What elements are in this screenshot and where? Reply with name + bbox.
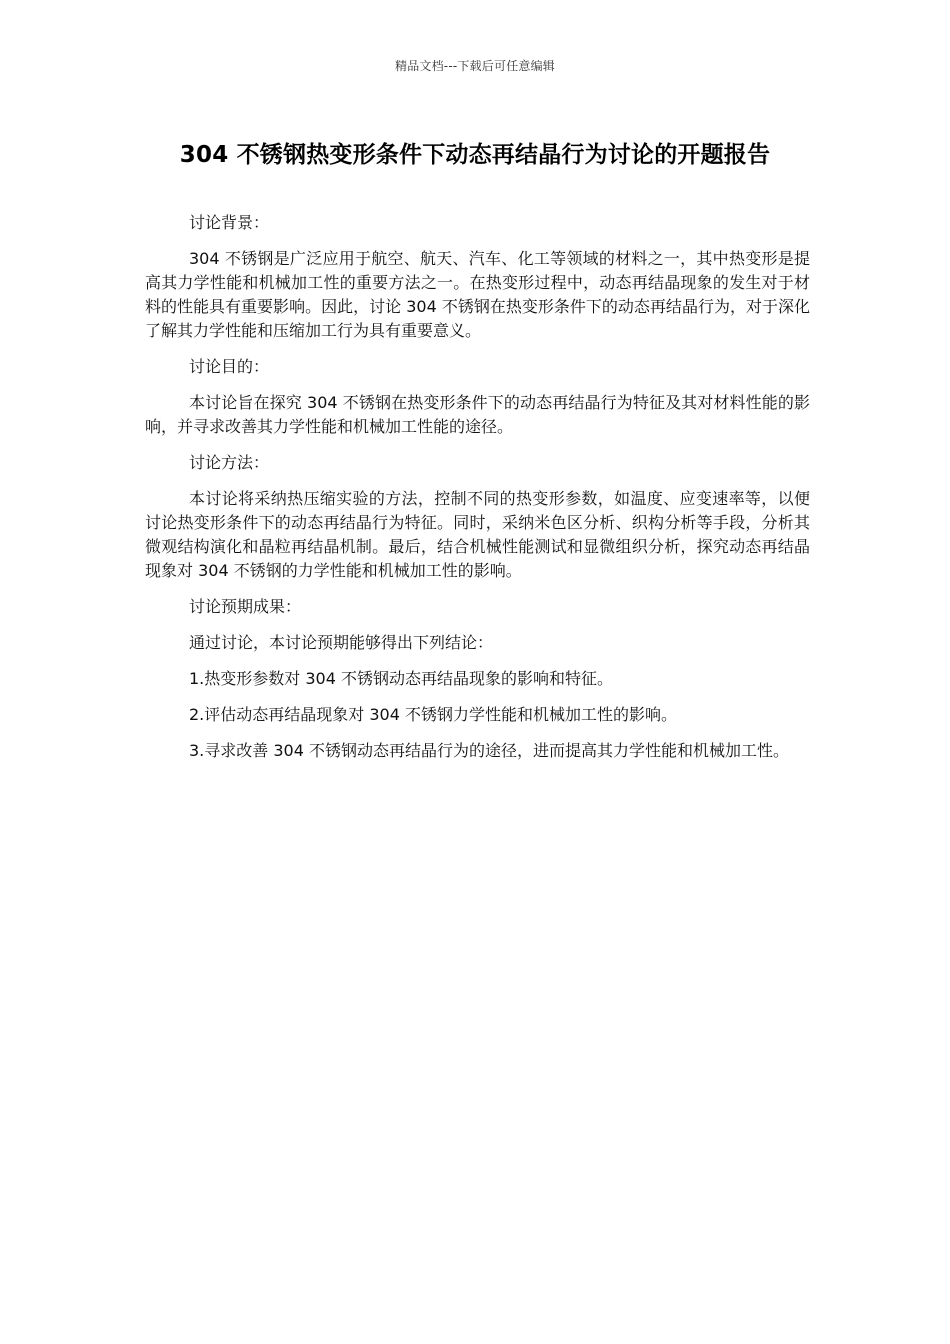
header-note: 精品文档---下载后可任意编辑 bbox=[395, 59, 555, 73]
paragraph-background: 304 不锈钢是广泛应用于航空、航天、汽车、化工等领域的材料之一，其中热变形是提高其力学性能和机械加工性的重要方法之一。在热变形过程中，动态再结晶现象的发生对于材料的性能具有重要影响。因此，讨论 304 不锈钢在热变形条件下的动态再结晶行为，对于深化了解其力学性能和压缩加工行为具有重要意义。 bbox=[145, 249, 810, 340]
paragraph-expected-intro: 通过讨论，本讨论预期能够得出下列结论： bbox=[189, 633, 494, 652]
list-item-2: 2.评估动态再结晶现象对 304 不锈钢力学性能和机械加工性的影响。 bbox=[189, 705, 677, 724]
document-title: 304 不锈钢热变形条件下动态再结晶行为讨论的开题报告 bbox=[179, 142, 771, 168]
section-heading-background: 讨论背景： bbox=[189, 213, 270, 232]
paragraph-purpose: 本讨论旨在探究 304 不锈钢在热变形条件下的动态再结晶行为特征及其对材料性能的影响，并寻求改善其力学性能和机械加工性能的途径。 bbox=[145, 393, 810, 436]
paragraph-method: 本讨论将采纳热压缩实验的方法，控制不同的热变形参数，如温度、应变速率等，以便讨论热变形条件下的动态再结晶行为特征。同时，采纳米色区分析、织构分析等手段，分析其微观结构演化和晶粒再结晶机制。最后，结合机械性能测试和显微组织分析，探究动态再结晶现象对 304 不锈钢的力学性能和机械加工性的影响。 bbox=[145, 489, 810, 580]
section-heading-purpose: 讨论目的： bbox=[189, 357, 270, 376]
list-item-1: 1.热变形参数对 304 不锈钢动态再结晶现象的影响和特征。 bbox=[189, 669, 613, 688]
list-item-3: 3.寻求改善 304 不锈钢动态再结晶行为的途径，进而提高其力学性能和机械加工性。 bbox=[189, 741, 789, 760]
document-body bbox=[145, 211, 810, 775]
section-heading-expected-results: 讨论预期成果： bbox=[189, 597, 302, 616]
section-heading-method: 讨论方法： bbox=[189, 453, 270, 472]
